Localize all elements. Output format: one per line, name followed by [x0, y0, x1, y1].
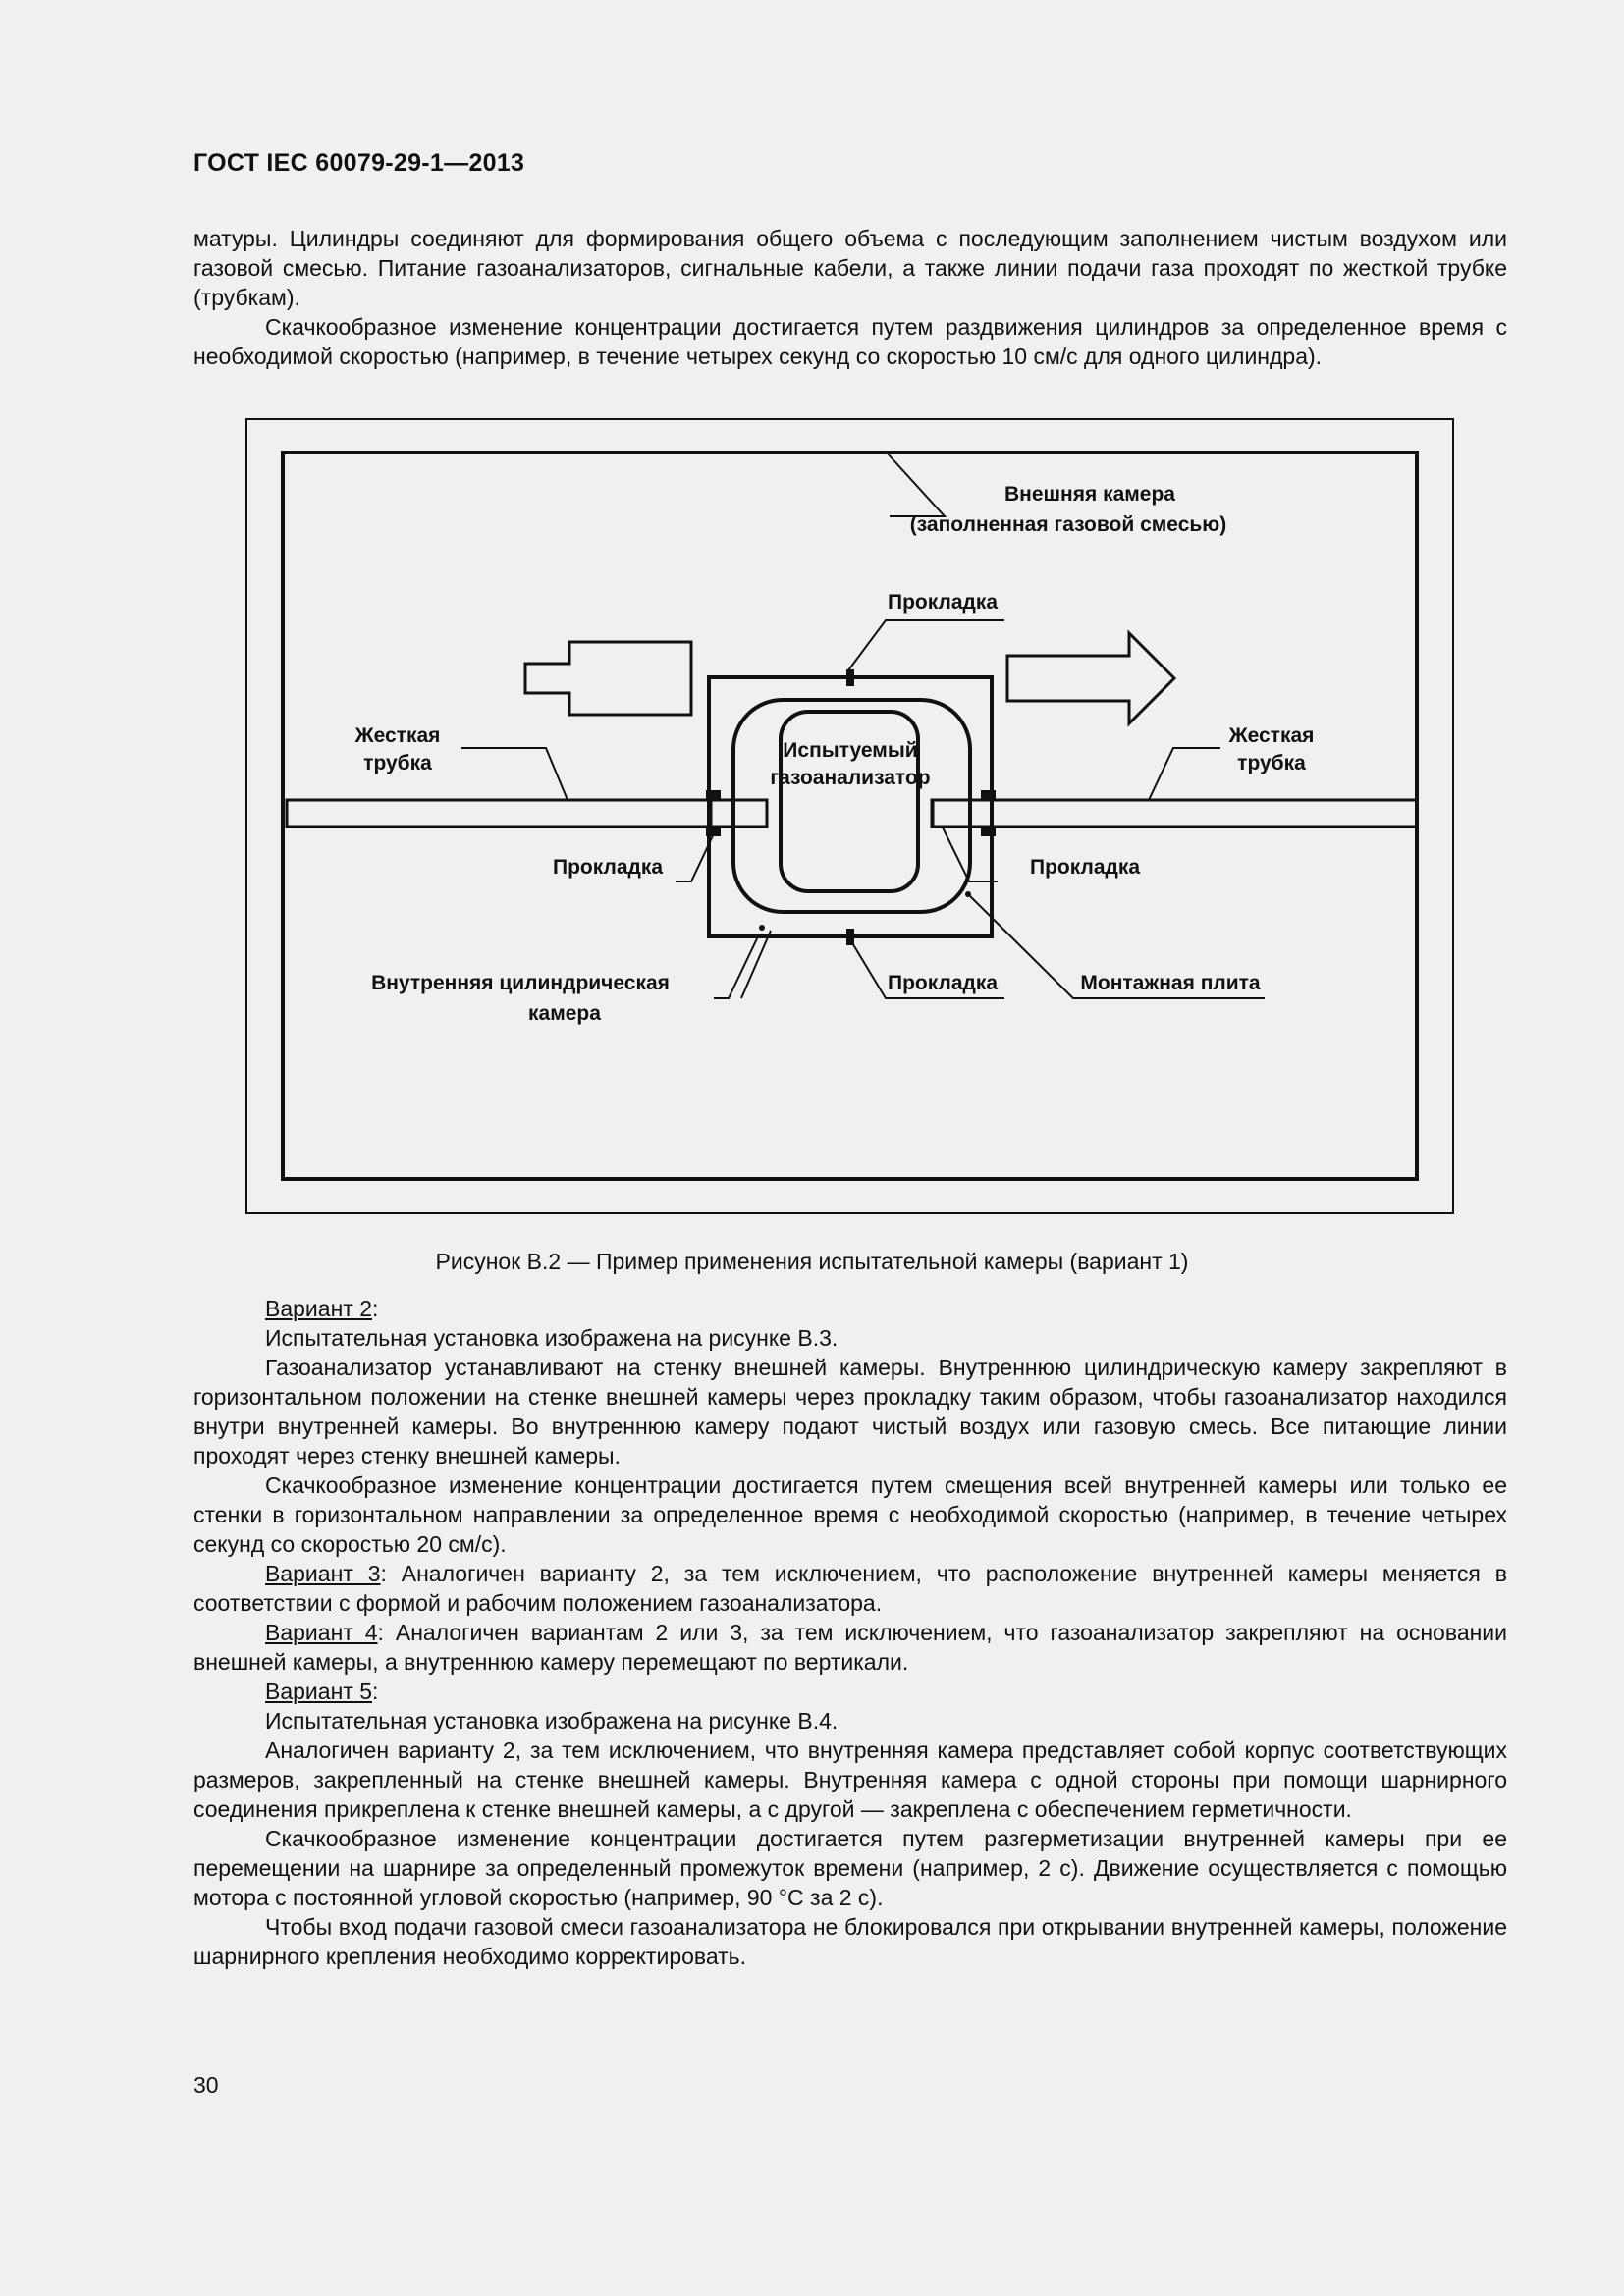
inner-chamber — [709, 677, 992, 936]
variant-5-heading: Вариант 5: — [265, 1679, 379, 1704]
arrow-left-icon — [525, 642, 691, 715]
variant-5-paragraph-2: Аналогичен варианту 2, за тем исключением, что внутренняя камера представляет собой корпус соответствующих размеров, закрепленный на стенке внешней камеры. Внутренняя камера с одной стороны при помощи шарнирного соединения прикреплена к стенке внешней камеры, а с другой — закреплена с обеспечением герметичности. — [193, 1737, 1507, 1822]
variant-2-paragraph-1: Испытательная установка изображена на рисунке В.3. — [265, 1325, 839, 1351]
tube-inner-left — [709, 800, 767, 827]
gasket-left-upper — [706, 790, 721, 800]
label-rigid-tube-left-1: Жесткая — [354, 724, 441, 747]
variant-2-heading: Вариант 2: — [265, 1296, 379, 1321]
page-number: 30 — [193, 2072, 219, 2098]
variant-2-paragraph-3: Скачкообразное изменение концентрации достигается путем смещения всей внутренней камеры или только ее стенки в горизонтальном направлении за определенное время с необходимой скоростью (например, в течение четырех секунд со скоростью 20 см/с). — [193, 1472, 1507, 1557]
variant-5-paragraph-4: Чтобы вход подачи газовой смеси газоанализатора не блокировался при открывании внутренней камеры, положение шарнирного крепления необходимо корректировать. — [193, 1914, 1507, 1969]
intro-paragraph-2: Скачкообразное изменение концентрации достигается путем раздвижения цилиндров за определенное время с необходимой скоростью (например, в течение четырех секунд со скоростью 10 см/с для одного цилиндра). — [193, 314, 1507, 369]
label-inner-chamber-2: камера — [528, 1002, 601, 1025]
gasket-bottom — [846, 929, 854, 945]
label-inner-chamber-1: Внутренняя цилиндрическая — [371, 972, 670, 994]
gasket-right-lower — [981, 827, 996, 836]
variant-2-paragraph-2: Газоанализатор устанавливают на стенку внешней камеры. Внутреннюю цилиндрическую камеру закрепляют в горизонтальном положении на стенке внешней камеры через прокладку таким образом, чтобы газоанализатор находился внутри внутренней камеры. Во внутреннюю камеру подают чистый воздух или газовую смесь. Все питающие линии проходят через стенку внешней камеры. — [193, 1355, 1507, 1468]
label-gasket-bottom: Прокладка — [887, 972, 999, 994]
variant-3-paragraph: Вариант 3: Аналогичен варианту 2, за тем исключением, что расположение внутренней камеры меняется в соответствии с формой и рабочим положением газоанализатора. — [193, 1561, 1507, 1616]
variant-4-paragraph: Вариант 4: Аналогичен вариантам 2 или 3, за тем исключением, что газоанализатор закрепляют на основании внешней камеры, а внутреннюю камеру перемещают по вертикали. — [193, 1620, 1508, 1675]
label-rigid-tube-left-2: трубка — [363, 752, 432, 774]
outer-chamber — [283, 453, 1417, 1179]
label-gasket-left: Прокладка — [552, 856, 664, 879]
gasket-top — [846, 669, 854, 686]
rigid-tube-right — [932, 800, 1417, 827]
label-rigid-tube-right-1: Жесткая — [1228, 724, 1315, 747]
variant-5-paragraph-3: Скачкообразное изменение концентрации достигается путем разгерметизации внутренней камеры при ее перемещении на шарнире за определенный промежуток времени (например, 2 с). Движение осуществляется с помощью мотора с постоянной угловой скоростью (например, 90 °С за 2 с). — [193, 1826, 1507, 1910]
body-text — [193, 1294, 1507, 1971]
rigid-tube-left — [287, 800, 711, 827]
label-analyzer-2: газоанализатор — [770, 767, 931, 789]
tube-inner-right — [933, 800, 992, 827]
label-outer-chamber-1: Внешняя камера — [1004, 483, 1175, 506]
intro-paragraph-1: матуры. Цилиндры соединяют для формирования общего объема с последующим заполнением чистым воздухом или газовой смесью. Питание газоанализаторов, сигнальные кабели, а также линии подачи газа проходят по жесткой трубке (трубкам). — [193, 226, 1507, 310]
label-rigid-tube-right-2: трубка — [1237, 752, 1306, 774]
gasket-left-lower — [706, 827, 721, 836]
label-outer-chamber-2: (заполненная газовой смесью) — [909, 513, 1227, 536]
mounting-plate — [733, 700, 970, 912]
label-analyzer-1: Испытуемый — [783, 739, 918, 762]
document-header: ГОСТ IEC 60079-29-1—2013 — [193, 149, 525, 177]
test-chamber-diagram — [245, 417, 1455, 1215]
gasket-right-upper — [981, 790, 996, 800]
variant-5-paragraph-1: Испытательная установка изображена на рисунке В.4. — [265, 1708, 839, 1734]
intro-text — [193, 224, 1507, 371]
label-gasket-right: Прокладка — [1029, 856, 1141, 879]
figure-frame — [246, 419, 1453, 1213]
arrow-right-icon — [1007, 633, 1174, 723]
figure-caption: Рисунок В.2 — Пример применения испытательной камеры (вариант 1) — [435, 1249, 1189, 1274]
figure-b2 — [245, 417, 1455, 1220]
label-mounting-plate: Монтажная плита — [1080, 972, 1261, 994]
label-gasket-top: Прокладка — [887, 591, 999, 614]
